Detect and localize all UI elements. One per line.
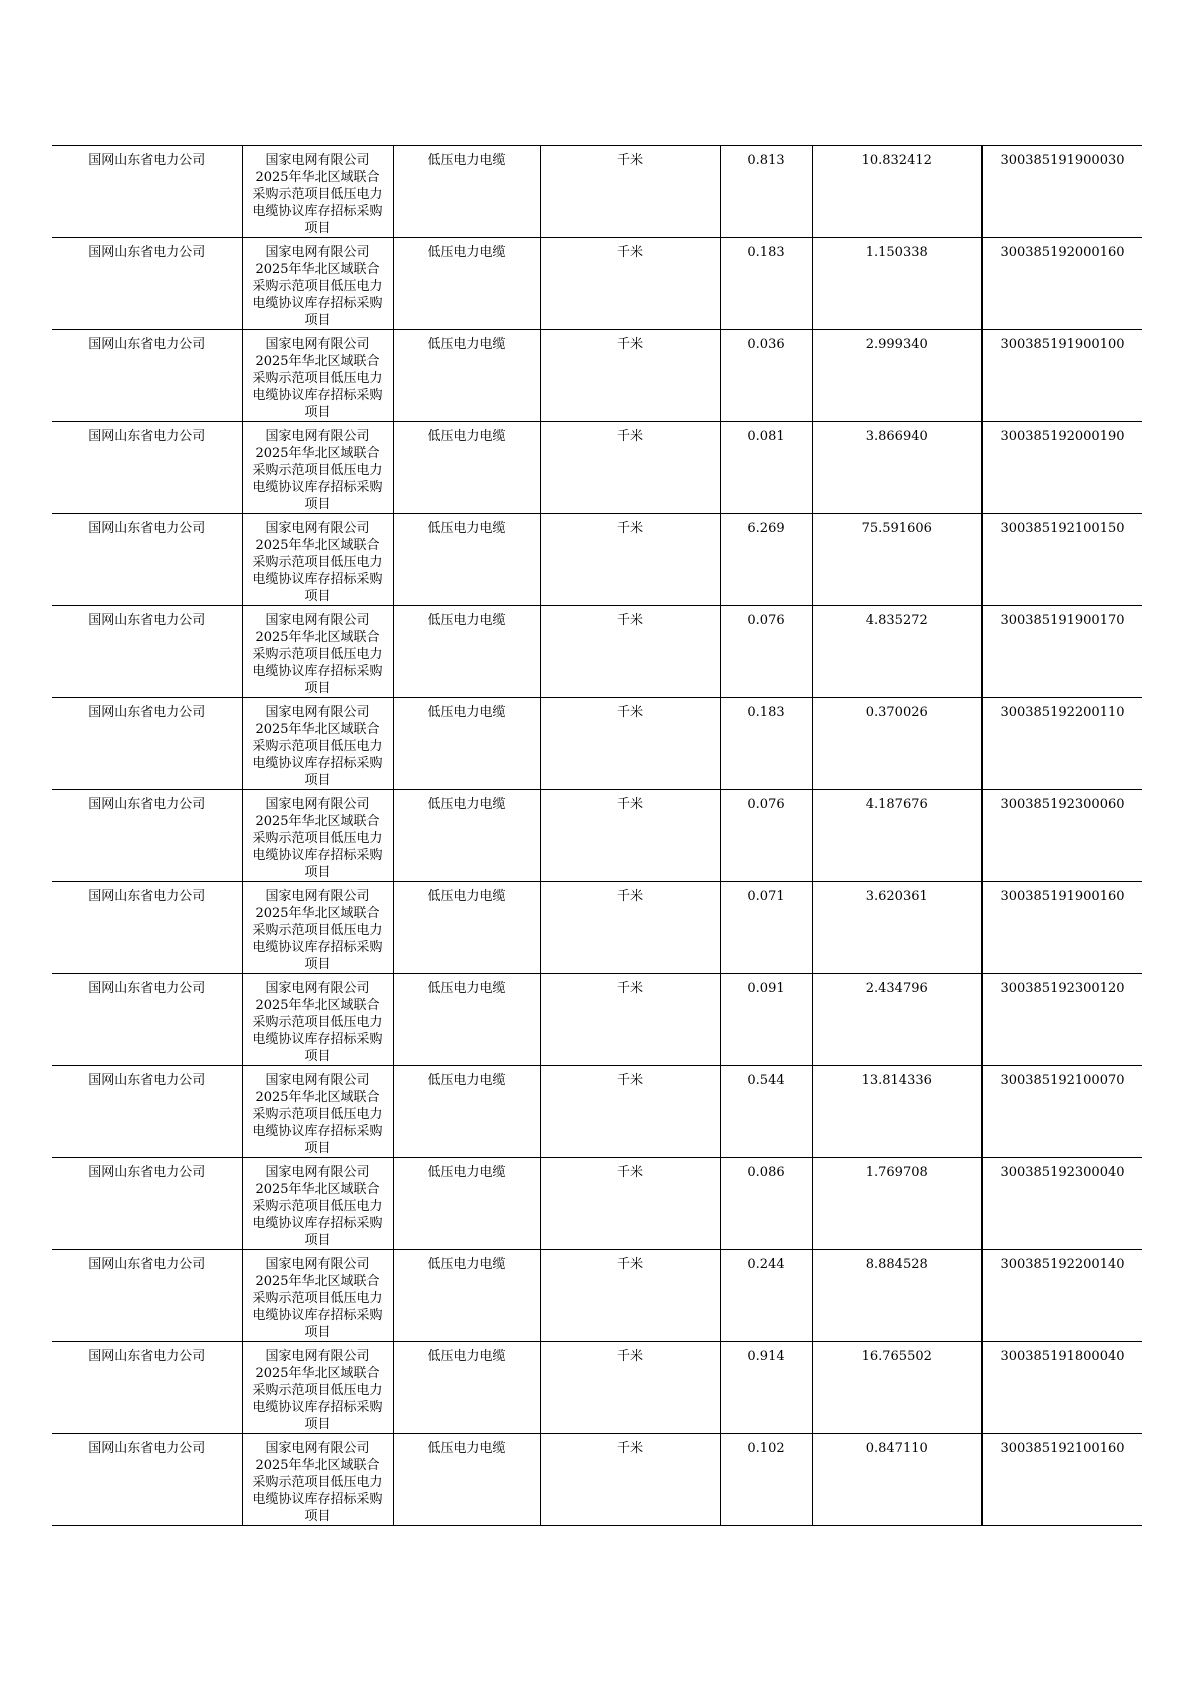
quantity-cell: 0.091 xyxy=(720,974,812,1066)
unit-cell: 千米 xyxy=(540,606,720,698)
material-cell: 低压电力电缆 xyxy=(393,238,540,330)
table-row xyxy=(52,1158,1142,1250)
table-row xyxy=(52,698,1142,790)
table-row xyxy=(52,1434,1142,1526)
amount-cell: 1.150338 xyxy=(812,238,982,330)
material-cell: 低压电力电缆 xyxy=(393,1342,540,1434)
unit-cell: 千米 xyxy=(540,1250,720,1342)
quantity-cell: 0.036 xyxy=(720,330,812,422)
quantity-cell: 0.914 xyxy=(720,1342,812,1434)
company-cell: 国网山东省电力公司 xyxy=(52,1250,242,1342)
amount-cell: 10.832412 xyxy=(812,146,982,238)
company-cell: 国网山东省电力公司 xyxy=(52,974,242,1066)
project-cell: 国家电网有限公司2025年华北区域联合采购示范项目低压电力电缆协议库存招标采购项目 xyxy=(242,1066,393,1158)
table-row xyxy=(52,1342,1142,1434)
amount-cell: 13.814336 xyxy=(812,1066,982,1158)
project-cell: 国家电网有限公司2025年华北区域联合采购示范项目低压电力电缆协议库存招标采购项目 xyxy=(242,698,393,790)
amount-cell: 4.187676 xyxy=(812,790,982,882)
company-cell: 国网山东省电力公司 xyxy=(52,514,242,606)
procurement-table xyxy=(52,145,1142,1526)
unit-cell: 千米 xyxy=(540,514,720,606)
project-cell: 国家电网有限公司2025年华北区域联合采购示范项目低压电力电缆协议库存招标采购项目 xyxy=(242,790,393,882)
quantity-cell: 0.102 xyxy=(720,1434,812,1526)
quantity-cell: 0.813 xyxy=(720,146,812,238)
project-cell: 国家电网有限公司2025年华北区域联合采购示范项目低压电力电缆协议库存招标采购项目 xyxy=(242,1250,393,1342)
code-cell: 300385192100160 xyxy=(982,1434,1142,1526)
material-cell: 低压电力电缆 xyxy=(393,882,540,974)
company-cell: 国网山东省电力公司 xyxy=(52,1066,242,1158)
project-cell: 国家电网有限公司2025年华北区域联合采购示范项目低压电力电缆协议库存招标采购项目 xyxy=(242,1434,393,1526)
material-cell: 低压电力电缆 xyxy=(393,606,540,698)
unit-cell: 千米 xyxy=(540,1434,720,1526)
unit-cell: 千米 xyxy=(540,790,720,882)
code-cell: 300385192100070 xyxy=(982,1066,1142,1158)
unit-cell: 千米 xyxy=(540,146,720,238)
unit-cell: 千米 xyxy=(540,1066,720,1158)
company-cell: 国网山东省电力公司 xyxy=(52,698,242,790)
project-cell: 国家电网有限公司2025年华北区域联合采购示范项目低压电力电缆协议库存招标采购项目 xyxy=(242,422,393,514)
quantity-cell: 0.076 xyxy=(720,606,812,698)
project-cell: 国家电网有限公司2025年华北区域联合采购示范项目低压电力电缆协议库存招标采购项目 xyxy=(242,238,393,330)
company-cell: 国网山东省电力公司 xyxy=(52,146,242,238)
company-cell: 国网山东省电力公司 xyxy=(52,1342,242,1434)
project-cell: 国家电网有限公司2025年华北区域联合采购示范项目低压电力电缆协议库存招标采购项目 xyxy=(242,1342,393,1434)
project-cell: 国家电网有限公司2025年华北区域联合采购示范项目低压电力电缆协议库存招标采购项目 xyxy=(242,146,393,238)
unit-cell: 千米 xyxy=(540,422,720,514)
table-row xyxy=(52,146,1142,238)
code-cell: 300385192300060 xyxy=(982,790,1142,882)
table-row xyxy=(52,330,1142,422)
company-cell: 国网山东省电力公司 xyxy=(52,422,242,514)
quantity-cell: 0.183 xyxy=(720,238,812,330)
amount-cell: 2.999340 xyxy=(812,330,982,422)
table-row xyxy=(52,882,1142,974)
code-cell: 300385191900170 xyxy=(982,606,1142,698)
material-cell: 低压电力电缆 xyxy=(393,146,540,238)
material-cell: 低压电力电缆 xyxy=(393,974,540,1066)
code-cell: 300385192300120 xyxy=(982,974,1142,1066)
unit-cell: 千米 xyxy=(540,974,720,1066)
unit-cell: 千米 xyxy=(540,238,720,330)
company-cell: 国网山东省电力公司 xyxy=(52,606,242,698)
table-row xyxy=(52,974,1142,1066)
material-cell: 低压电力电缆 xyxy=(393,698,540,790)
amount-cell: 2.434796 xyxy=(812,974,982,1066)
table-row xyxy=(52,790,1142,882)
amount-cell: 3.620361 xyxy=(812,882,982,974)
amount-cell: 16.765502 xyxy=(812,1342,982,1434)
table-row xyxy=(52,1250,1142,1342)
project-cell: 国家电网有限公司2025年华北区域联合采购示范项目低压电力电缆协议库存招标采购项目 xyxy=(242,882,393,974)
project-cell: 国家电网有限公司2025年华北区域联合采购示范项目低压电力电缆协议库存招标采购项目 xyxy=(242,514,393,606)
code-cell: 300385191900100 xyxy=(982,330,1142,422)
table-row xyxy=(52,422,1142,514)
quantity-cell: 0.183 xyxy=(720,698,812,790)
code-cell: 300385191900160 xyxy=(982,882,1142,974)
code-cell: 300385192300040 xyxy=(982,1158,1142,1250)
company-cell: 国网山东省电力公司 xyxy=(52,882,242,974)
company-cell: 国网山东省电力公司 xyxy=(52,330,242,422)
project-cell: 国家电网有限公司2025年华北区域联合采购示范项目低压电力电缆协议库存招标采购项目 xyxy=(242,1158,393,1250)
amount-cell: 75.591606 xyxy=(812,514,982,606)
material-cell: 低压电力电缆 xyxy=(393,1066,540,1158)
amount-cell: 4.835272 xyxy=(812,606,982,698)
material-cell: 低压电力电缆 xyxy=(393,422,540,514)
table-row xyxy=(52,238,1142,330)
material-cell: 低压电力电缆 xyxy=(393,1158,540,1250)
quantity-cell: 0.081 xyxy=(720,422,812,514)
quantity-cell: 0.244 xyxy=(720,1250,812,1342)
code-cell: 300385192000190 xyxy=(982,422,1142,514)
company-cell: 国网山东省电力公司 xyxy=(52,790,242,882)
amount-cell: 0.847110 xyxy=(812,1434,982,1526)
company-cell: 国网山东省电力公司 xyxy=(52,238,242,330)
quantity-cell: 0.076 xyxy=(720,790,812,882)
quantity-cell: 0.544 xyxy=(720,1066,812,1158)
unit-cell: 千米 xyxy=(540,1342,720,1434)
company-cell: 国网山东省电力公司 xyxy=(52,1158,242,1250)
material-cell: 低压电力电缆 xyxy=(393,1250,540,1342)
code-cell: 300385191900030 xyxy=(982,146,1142,238)
table-row xyxy=(52,514,1142,606)
unit-cell: 千米 xyxy=(540,1158,720,1250)
amount-cell: 8.884528 xyxy=(812,1250,982,1342)
company-cell: 国网山东省电力公司 xyxy=(52,1434,242,1526)
code-cell: 300385191800040 xyxy=(982,1342,1142,1434)
quantity-cell: 0.071 xyxy=(720,882,812,974)
amount-cell: 0.370026 xyxy=(812,698,982,790)
quantity-cell: 6.269 xyxy=(720,514,812,606)
material-cell: 低压电力电缆 xyxy=(393,514,540,606)
table-row xyxy=(52,606,1142,698)
quantity-cell: 0.086 xyxy=(720,1158,812,1250)
code-cell: 300385192000160 xyxy=(982,238,1142,330)
project-cell: 国家电网有限公司2025年华北区域联合采购示范项目低压电力电缆协议库存招标采购项目 xyxy=(242,330,393,422)
unit-cell: 千米 xyxy=(540,882,720,974)
material-cell: 低压电力电缆 xyxy=(393,1434,540,1526)
unit-cell: 千米 xyxy=(540,698,720,790)
code-cell: 300385192200140 xyxy=(982,1250,1142,1342)
unit-cell: 千米 xyxy=(540,330,720,422)
project-cell: 国家电网有限公司2025年华北区域联合采购示范项目低压电力电缆协议库存招标采购项目 xyxy=(242,606,393,698)
material-cell: 低压电力电缆 xyxy=(393,790,540,882)
material-cell: 低压电力电缆 xyxy=(393,330,540,422)
amount-cell: 3.866940 xyxy=(812,422,982,514)
code-cell: 300385192100150 xyxy=(982,514,1142,606)
project-cell: 国家电网有限公司2025年华北区域联合采购示范项目低压电力电缆协议库存招标采购项目 xyxy=(242,974,393,1066)
code-cell: 300385192200110 xyxy=(982,698,1142,790)
table-row xyxy=(52,1066,1142,1158)
amount-cell: 1.769708 xyxy=(812,1158,982,1250)
